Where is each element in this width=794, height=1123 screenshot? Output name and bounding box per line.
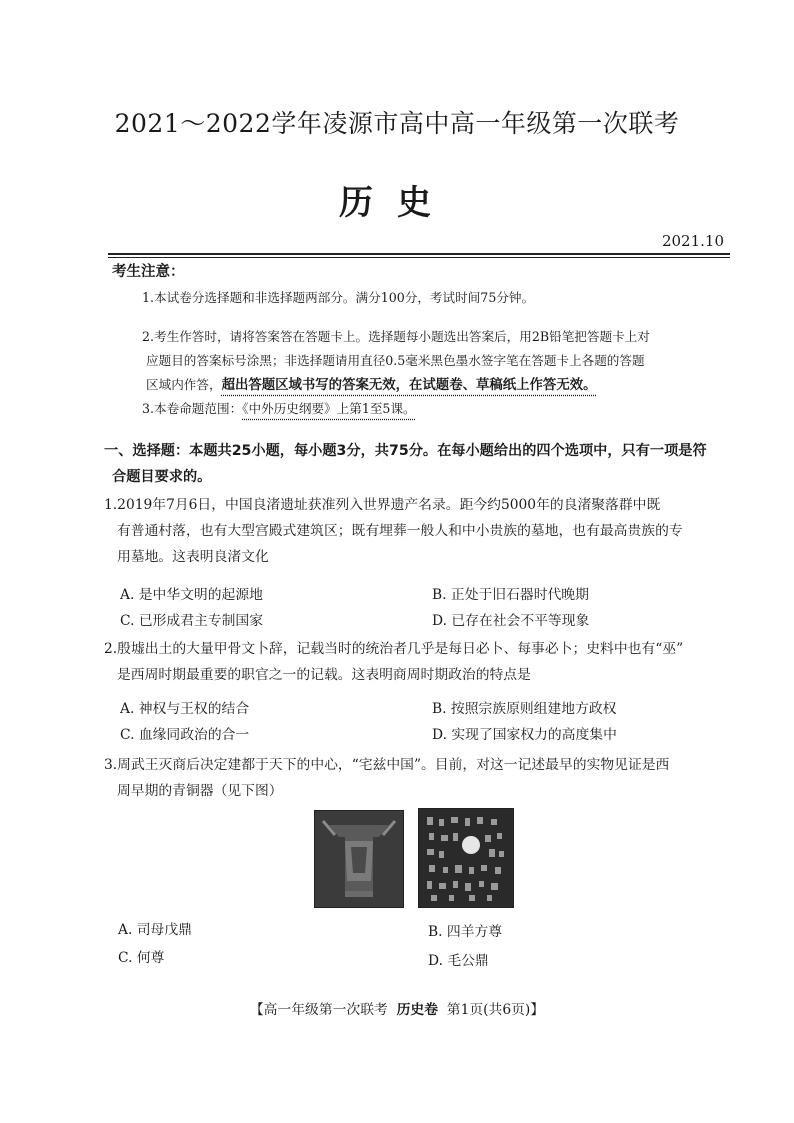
footer-subject: 历史卷 [396,1002,439,1018]
subject-title: 历史 [339,183,455,223]
question-1-option-d: D. 已存在社会不平等现象 [432,613,590,629]
footer-exam-name: 高一年级第一次联考 [263,1002,388,1018]
notice-item-3-scope: 《中外历史纲要》上第1至5课。 [242,401,416,416]
header-rule-thin [108,257,730,258]
notice-heading: 考生注意： [112,264,185,280]
question-1-line-3: 用墓地。这表明良渚文化 [117,549,269,565]
question-3-line-2: 周早期的青铜器（见下图） [117,783,283,799]
notice-item-2-line-3-prefix: 区域内作答， [146,377,222,392]
question-3-option-c: C. 何尊 [118,950,165,966]
question-1-option-a: A. 是中华文明的起源地 [120,587,263,603]
question-1-option-b: B. 正处于旧石器时代晚期 [432,587,589,603]
question-2-option-c: C. 血缘同政治的合一 [120,727,250,743]
notice-emphasis: 超出答题区域书写的答案无效，在试题卷、草稿纸上作答无效。 [221,378,597,393]
bronze-vessel-photo [314,810,404,908]
section-heading-line-1: 一、选择题：本题共25小题，每小题3分，共75分。在每小题给出的四个选项中，只有一项是符 [104,443,707,459]
footer-bracket-open: 【 [249,1002,264,1018]
footer-bracket-close: 】 [530,1002,545,1018]
bronze-vessel-icon [315,811,403,907]
question-2-option-a: A. 神权与王权的结合 [120,701,250,717]
question-3-option-a: A. 司母戊鼎 [118,922,192,938]
question-2-line-2: 是西周时期最重要的职官之一的记载。这表明商周时期政治的特点是 [117,667,531,683]
page-footer [0,998,794,1018]
question-2-option-b: B. 按照宗族原则组建地方政权 [432,701,617,717]
notice-item-2-line-2: 应题目的答案标号涂黑；非选择题请用直径0.5毫米黑色墨水签字笔在答题卡上各题的答题 [146,353,645,368]
notice-item-3-prefix: 3.本卷命题范围： [142,401,243,416]
question-3-stem [104,752,724,804]
footer-page-number: 第1页(共6页) [446,1002,531,1018]
question-3-option-d: D. 毛公鼎 [428,953,489,969]
question-1-line-1: 1.2019年7月6日，中国良渚遗址获准列入世界遗产名录。距今约5000年的良渚聚落群中既 [104,497,661,513]
header-rule-thick [108,253,730,255]
question-2-line-1: 2.殷墟出土的大量甲骨文卜辞，记载当时的统治者几乎是每日必卜、每事必卜；史料中也有“巫” [104,641,684,657]
question-2-stem [104,636,724,688]
question-1-stem [104,492,724,570]
question-1-option-c: C. 已形成君主专制国家 [120,613,264,629]
notice-item-3 [142,397,720,421]
section-heading [104,438,724,490]
notice-item-2-line-3 [146,373,724,398]
inscription-rubbing-icon [419,809,513,907]
notice-item-2-line-1: 2.考生作答时，请将答案答在答题卡上。选择题每小题选出答案后，用2B铅笔把答题卡上对 [142,329,650,344]
notice-item-1: 1.本试卷分选择题和非选择题两部分。满分100分，考试时间75分钟。 [142,290,535,305]
question-1-line-2: 有普通村落，也有大型宫殿式建筑区；既有埋葬一般人和中小贵族的墓地，也有最高贵族的专 [117,523,683,539]
section-heading-line-2: 合题目要求的。 [112,469,212,485]
question-2-option-d: D. 实现了国家权力的高度集中 [432,727,617,743]
exam-title: 2021～2022学年凌源市高中高一年级第一次联考 [114,109,680,138]
bronze-inscription-rubbing [418,808,514,908]
question-3-option-b: B. 四羊方尊 [428,924,503,940]
exam-date: 2021.10 [661,232,724,250]
question-3-line-1: 3.周武王灭商后决定建都于天下的中心，“宅兹中国”。目前，对这一记述最早的实物见证是西 [104,757,670,773]
